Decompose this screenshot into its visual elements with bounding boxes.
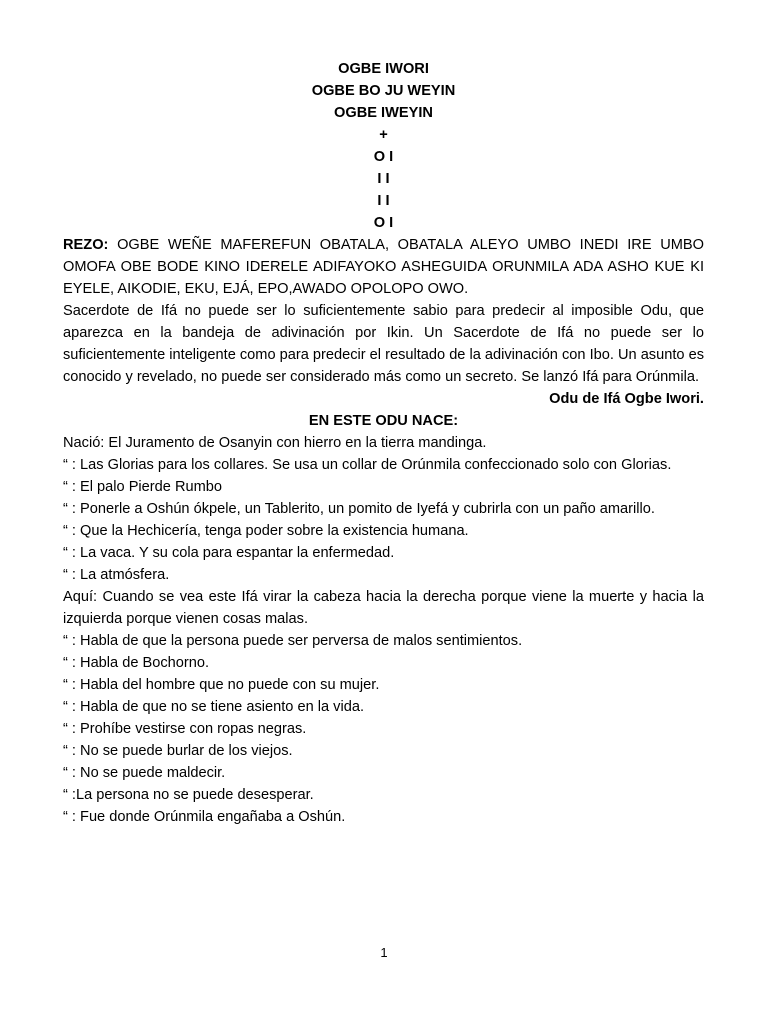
intro-paragraph: Sacerdote de Ifá no puede ser lo suficientemente sabio para predecir al imposible Odu, que aparezca en la bandeja de adivinación por Ikin. Un Sacerdote de Ifá no puede ser lo suficientemente inteligente como para predecir el resultado de la adivinación con Ibo. Un asunto es conocido y revelado, no puede ser considerado más como un secreto. Se lanzó Ifá para Orúnmila. bbox=[63, 303, 704, 385]
list-item: “ : Las Glorias para los collares. Se usa un collar de Orúnmila confeccionado solo con Glorias. bbox=[63, 457, 672, 473]
odu-mark-row-2: I I bbox=[377, 171, 390, 187]
list-item: “ : Fue donde Orúnmila engañaba a Oshún. bbox=[63, 809, 346, 825]
odu-signature: Odu de Ifá Ogbe Iwori. bbox=[549, 391, 704, 407]
title-line-1: OGBE IWORI bbox=[338, 61, 429, 77]
list-item: “ : La atmósfera. bbox=[63, 567, 170, 583]
odu-mark-row-3: I I bbox=[377, 193, 390, 209]
page-number: 1 bbox=[380, 945, 388, 960]
list-item: Aquí: Cuando se vea este Ifá virar la cabeza hacia la derecha porque viene la muerte y hacia la izquierda porque vienen cosas malas. bbox=[63, 589, 704, 627]
odu-mark-plus: + bbox=[379, 127, 388, 143]
list-item: Nació: El Juramento de Osanyin con hierro en la tierra mandinga. bbox=[63, 435, 487, 451]
rezo-text: OGBE WEÑE MAFEREFUN OBATALA, OBATALA ALEYO UMBO INEDI IRE UMBO OMOFA OBE BODE KINO IDERELE ADIFAYOKO ASHEGUIDA ORUNMILA ADA ASHO KUE KI EYELE, AIKODIE, EKU, EJÁ, EPO,AWADO OPOLOPO OWO. bbox=[63, 237, 704, 297]
list-item: “ : No se puede burlar de los viejos. bbox=[63, 743, 293, 759]
list-item: “ : Que la Hechicería, tenga poder sobre la existencia humana. bbox=[63, 523, 469, 539]
list-item: “ : No se puede maldecir. bbox=[63, 765, 226, 781]
list-item: “ : Habla de Bochorno. bbox=[63, 655, 210, 671]
title-line-2: OGBE BO JU WEYIN bbox=[311, 83, 456, 99]
list-item: “ : El palo Pierde Rumbo bbox=[63, 479, 222, 495]
title-line-3: OGBE IWEYIN bbox=[334, 105, 433, 121]
list-item: “ : Prohíbe vestirse con ropas negras. bbox=[63, 721, 307, 737]
list-item: “ : Habla de que la persona puede ser perversa de malos sentimientos. bbox=[63, 633, 523, 649]
rezo-paragraph bbox=[63, 234, 704, 300]
list-item: “ : Habla del hombre que no puede con su mujer. bbox=[63, 677, 380, 693]
section-title: EN ESTE ODU NACE: bbox=[308, 413, 459, 429]
list-item: “ : La vaca. Y su cola para espantar la enfermedad. bbox=[63, 545, 395, 561]
odu-mark-row-4: O I bbox=[373, 215, 394, 231]
list-item: “ :La persona no se puede desesperar. bbox=[63, 787, 314, 803]
list-item: “ : Habla de que no se tiene asiento en la vida. bbox=[63, 699, 364, 715]
rezo-label: REZO: bbox=[63, 237, 109, 253]
odu-mark-row-1: O I bbox=[373, 149, 394, 165]
list-item: “ : Ponerle a Oshún ókpele, un Tablerito, un pomito de Iyefá y cubrirla con un paño amarillo. bbox=[63, 501, 655, 517]
